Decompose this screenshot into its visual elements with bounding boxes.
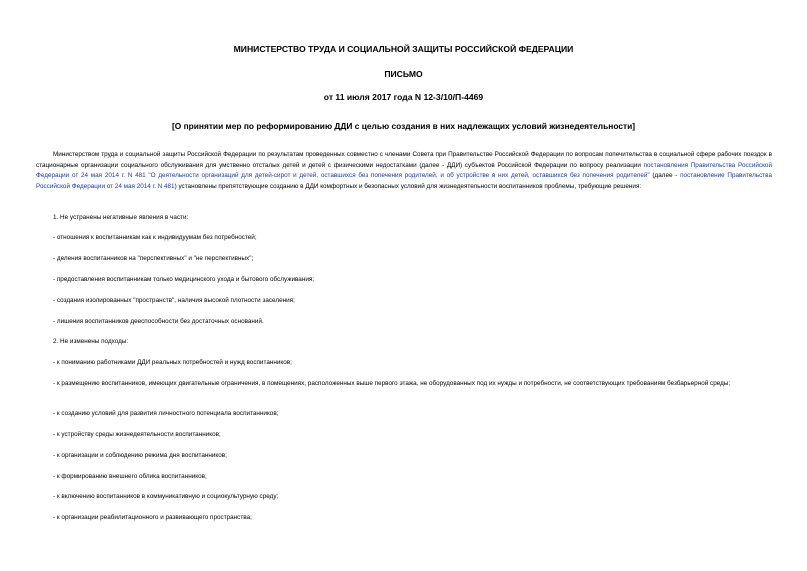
list-item: - к формированию внешнего облика воспитанников;	[53, 473, 207, 480]
intro-paragraph	[36, 150, 772, 192]
document-subject: [О принятии мер по реформированию ДДИ с целью создания в них надлежащих условий жизнедеятельности]	[171, 121, 636, 131]
document-type: ПИСЬМО	[384, 69, 423, 79]
document-date-number: от 11 июля 2017 года N 12-3/10/П-4469	[323, 92, 484, 102]
list-item: - к размещению воспитанников, имеющих двигательные ограничения, в помещениях, расположенных выше первого этажа, не оборудованных под их нужды и потребности, не соответствующих требованиям безбарьерной среды;	[53, 380, 731, 387]
intro-text-1: Министерством труда и социальной защиты Российской Федерации по результатам проведенных совместно с членами Совета при Правительстве Российской Федерации по вопросам попечительства в социальной сфере рабочих поездок в стационарные организации социального обслуживания для умственно отсталых детей и детей с физическими недостатками (далее - ДДИ) субъектов Российской Федерации по вопросу реализации	[36, 151, 772, 169]
list-item: - отношения к воспитанникам как к индивидуумам без потребностей;	[53, 234, 257, 241]
intro-text-2: (далее -	[649, 172, 681, 180]
list-item: - деления воспитанников на "перспективных" и "не перспективных";	[53, 255, 254, 262]
list-item: - лишения воспитанников дееспособности без достаточных оснований.	[53, 318, 264, 325]
ministry-title: МИНИСТЕРСТВО ТРУДА И СОЦИАЛЬНОЙ ЗАЩИТЫ РОССИЙСКОЙ ФЕДЕРАЦИИ	[233, 44, 574, 54]
list-item: - к включению воспитанников в коммуникативную и социокультурную среду;	[53, 493, 279, 500]
list-item: 2. Не изменены подходы:	[53, 338, 129, 345]
list-item: - предоставления воспитанникам только медицинского ухода и бытового обслуживания;	[53, 276, 315, 283]
list-item: 1. Не устранены негативные явления в части:	[53, 214, 189, 221]
decree-link-short[interactable]: постановление Правительства Российской Федерации от 24 мая 2014 г. N 481	[36, 172, 772, 190]
intro-text-3: ) установлены препятствующие созданию в ДДИ комфортных и безопасных условий для жизнедеятельности воспитанников проблемы, требующие решения:	[174, 182, 642, 190]
list-item: - к организации и соблюдению режима дня воспитанников;	[53, 452, 227, 459]
list-item: - создания изолированных "пространств", наличия высокой плотности заселения;	[53, 297, 295, 304]
list-item: - к устройству среды жизнедеятельности воспитанников;	[53, 431, 221, 438]
list-item: - к организации реабилитационного и развивающего пространства;	[53, 514, 252, 521]
decree-link-full[interactable]: постановления Правительства Российской Федерации от 24 мая 2014 г. N 481 "О деятельности организаций для детей-сирот и детей, оставшихся без попечения родителей, и об устройстве в них детей, оставшихся без попечения родителей"	[36, 161, 772, 180]
list-item: - к созданию условий для развития личностного потенциала воспитанников;	[53, 410, 279, 417]
list-item: - к пониманию работниками ДДИ реальных потребностей и нужд воспитанников;	[53, 359, 292, 366]
